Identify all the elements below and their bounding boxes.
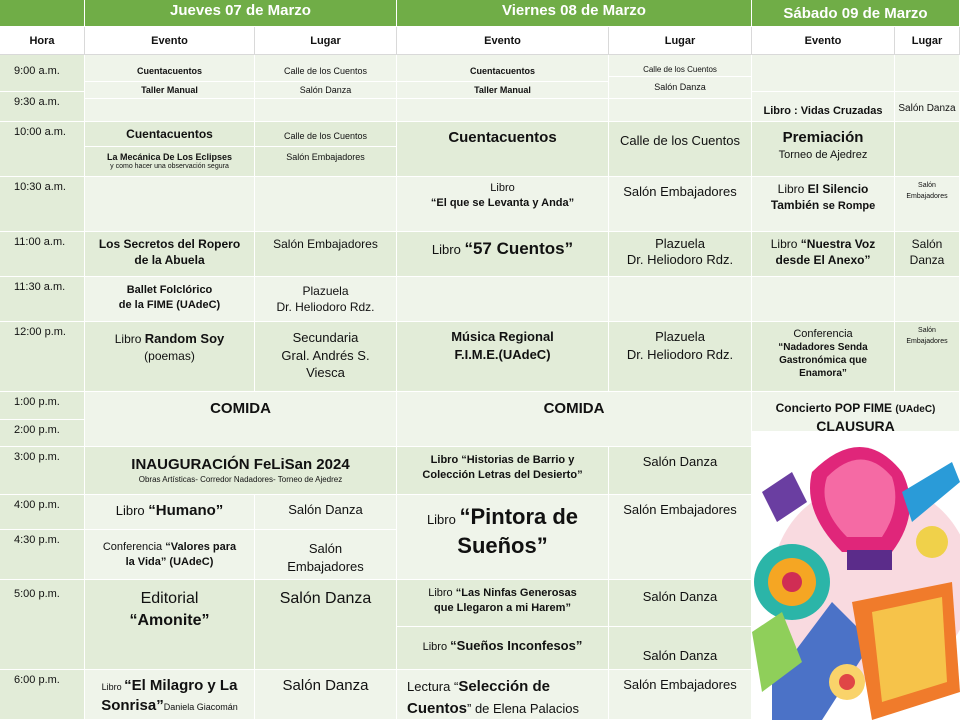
ropero-line1: Los Secretos del Ropero [98,237,241,251]
fri-event-levanta [397,177,609,232]
col-evento-sat: Evento [752,27,895,55]
sat-empty [895,122,960,177]
thu-event-ropero [85,232,255,277]
thu-event-cuentacuentos: Cuentacuentos [85,55,255,82]
thu-event-ballet [85,277,255,322]
fri-event-cuentacuentos: Cuentacuentos [397,55,609,82]
sat-empty [895,55,960,92]
thu-event-cuentacuentos: Cuentacuentos [85,122,255,147]
valores-line2: la Vida” (UAdeC) [125,555,214,568]
historias-line1: Libro “Historias de Barrio y [430,454,575,466]
place-line1: Plazuela [302,284,349,298]
pintora-line1: Libro “Pintora de [426,504,579,529]
fri-event-pintora [397,495,609,580]
place-line1: Salón [918,327,936,334]
col-lugar-sat: Lugar [895,27,960,55]
place-line2: Danza [909,253,945,268]
premiacion-title: Premiación [782,129,864,146]
col-lugar-thu: Lugar [255,27,397,55]
thu-event-milagro [85,670,255,720]
seleccion-line1: Lectura “Selección de [407,678,551,695]
place-line1: Salón [918,182,936,189]
ninfas-line1: Libro “Las Ninfas Generosas [428,587,577,599]
fri-event-taller: Taller Manual [397,82,609,99]
place-line1: Salón [911,237,943,251]
sat-event-nuestra-voz [752,232,895,277]
eclipses-title: La Mecánica De Los Eclipses [106,152,233,162]
place-line3: Viesca [306,365,345,381]
sat-place: Salón Danza [895,92,960,122]
historias-line2: Colección Letras del Desierto” [422,468,583,481]
place-line2: Gral. Andrés S. [281,347,370,363]
concierto-line1: Concierto POP FIME (UAdeC) [775,401,936,415]
reading-art-illustration [752,432,960,720]
art-svg [752,432,960,720]
place-line2: Dr. Heliodoro Rdz. [276,300,375,315]
fri-place: Salón Danza [609,77,752,99]
sat-event-silencio [752,177,895,232]
thu-place [255,530,397,580]
random-soy-note: (poemas) [144,348,195,363]
fri-empty [609,277,752,322]
milagro-line2: Sonrisa”Daniela Giacomán [101,697,238,715]
thu-place: Salón Danza [255,495,397,530]
pintora-line2: Sueños” [457,532,548,558]
day-header-sat: Sábado 09 de Marzo [752,0,960,27]
time-cell: 3:00 p.m. [0,447,85,495]
concierto-line2: CLAUSURA [816,417,895,432]
place-line2: Embajadores [906,192,948,200]
time-cell: 12:00 p.m. [0,322,85,392]
thu-empty [85,177,255,232]
fri-place: Calle de los Cuentos [609,122,752,177]
sat-empty [752,55,895,92]
ballet-line1: Ballet Folclórico [126,284,213,296]
fri-place [609,232,752,277]
amonite-line2: “Amonite” [129,611,210,629]
silencio-line2: También se Rompe [770,198,876,213]
premiacion-subtitle: Torneo de Ajedrez [778,149,868,162]
time-cell: 2:00 p.m. [0,420,85,447]
sat-empty [752,277,895,322]
place-line2: Embajadores [287,558,364,574]
thu-event-inauguracion [85,447,397,495]
seleccion-line2: Cuentos” de Elena Palacios [407,699,580,717]
levanta-line2: “El que se Levanta y Anda” [430,196,575,209]
thu-empty [255,177,397,232]
thu-place [255,277,397,322]
thu-event-random-soy [85,322,255,392]
sat-event-conferencia [752,322,895,392]
time-cell: 6:00 p.m. [0,670,85,720]
time-cell: 11:00 a.m. [0,232,85,277]
fri-place: Salón Embajadores [609,495,752,580]
sat-place [895,177,960,232]
thu-place [255,322,397,392]
fri-place [609,322,752,392]
thu-event-eclipses [85,147,255,177]
sat-place [895,322,960,392]
fri-event-cuentacuentos: Cuentacuentos [397,122,609,177]
time-cell: 1:00 p.m. [0,392,85,420]
musica-line2: F.I.M.E.(UAdeC) [454,346,551,362]
time-cell: 9:30 a.m. [0,92,85,122]
conf-line1: Conferencia [793,328,853,340]
thu-place: Salón Embajadores [255,147,397,177]
place-line2: Dr. Heliodoro Rdz. [626,346,734,362]
fri-empty [609,99,752,122]
fri-place: Salón Embajadores [609,670,752,720]
thu-event-amonite [85,580,255,670]
thu-empty [255,99,397,122]
day-header-fri: Viernes 08 de Marzo [397,0,752,27]
inauguracion-subtitle: Obras Artísticas- Corredor Nadadores- Torneo de Ajedrez [138,475,343,485]
ballet-line2: de la FIME (UAdeC) [118,298,221,311]
thu-event-humano: Libro “Humano” [85,495,255,530]
time-cell: 10:30 a.m. [0,177,85,232]
musica-line1: Música Regional [451,329,554,344]
time-cell: 4:30 p.m. [0,530,85,580]
place-line2: Embajadores [906,337,948,345]
thu-event-taller: Taller Manual [85,82,255,99]
milagro-line1: Libro “El Milagro y La [101,677,238,694]
thu-place: Calle de los Cuentos [255,55,397,82]
fri-event-suenos: Libro “Sueños Inconfesos” [397,627,609,670]
thu-place: Calle de los Cuentos [255,122,397,147]
ninfas-line2: que Llegaron a mi Harem” [434,601,571,614]
place-line2: Dr. Heliodoro Rdz. [626,252,734,268]
ropero-line2: de la Abuela [134,253,205,268]
thu-place: Salón Danza [255,82,397,99]
fri-place: Salón Danza [609,447,752,495]
sat-event-premiacion [752,122,895,177]
fri-event-historias [397,447,609,495]
eclipses-subtitle: y como hacer una observación segura [110,163,229,171]
fri-place: Salón Embajadores [609,177,752,232]
time-cell: 11:30 a.m. [0,277,85,322]
silencio-line1: Libro El Silencio [777,182,869,196]
voz-line1: Libro “Nuestra Voz [770,237,876,251]
conf-line4: Enamora” [799,368,847,380]
sat-empty [895,277,960,322]
fri-empty [397,99,609,122]
place-line1: Plazuela [655,236,705,251]
sat-event-vidas: Libro : Vidas Cruzadas [752,92,895,122]
levanta-line1: Libro [490,182,515,194]
col-evento-fri: Evento [397,27,609,55]
fri-event-seleccion [397,670,609,720]
time-cell: 5:00 p.m. [0,580,85,670]
corner-header [0,0,85,27]
fri-event-57-cuentos: Libro “57 Cuentos” [397,232,609,277]
place-line1: Secundaria [292,330,359,345]
fri-empty [397,277,609,322]
thu-event-valores [85,530,255,580]
thu-empty [85,99,255,122]
time-cell: 4:00 p.m. [0,495,85,530]
fri-event-ninfas [397,580,609,627]
time-cell: 9:00 a.m. [0,55,85,92]
valores-line1: Conferencia “Valores para [102,541,237,553]
random-soy-title: Libro Random Soy [114,331,225,346]
fri-place: Salón Danza [609,580,752,627]
col-evento-thu: Evento [85,27,255,55]
place-line1: Salón [308,541,343,556]
thu-place: Salón Danza [255,670,397,720]
day-header-thu: Jueves 07 de Marzo [85,0,397,27]
voz-line2: desde El Anexo” [775,253,871,268]
col-lugar-fri: Lugar [609,27,752,55]
thu-place: Salón Embajadores [255,232,397,277]
conf-line3: Gastronómica que [779,355,867,367]
time-cell: 10:00 a.m. [0,122,85,177]
conf-line2: “Nadadores Senda [778,342,868,354]
inauguracion-title: INAUGURACIÓN FeLiSan 2024 [131,456,350,473]
col-hora: Hora [0,27,85,55]
fri-event-musica [397,322,609,392]
place-line1: Plazuela [655,329,705,344]
amonite-line1: Editorial [140,590,199,607]
thu-comida: COMIDA [85,392,397,447]
thu-place: Salón Danza [255,580,397,670]
fri-place: Salón Danza [609,627,752,670]
sat-event-concierto [752,392,960,432]
fri-comida: COMIDA [397,392,752,447]
fri-place: Calle de los Cuentos [609,55,752,77]
sat-place [895,232,960,277]
